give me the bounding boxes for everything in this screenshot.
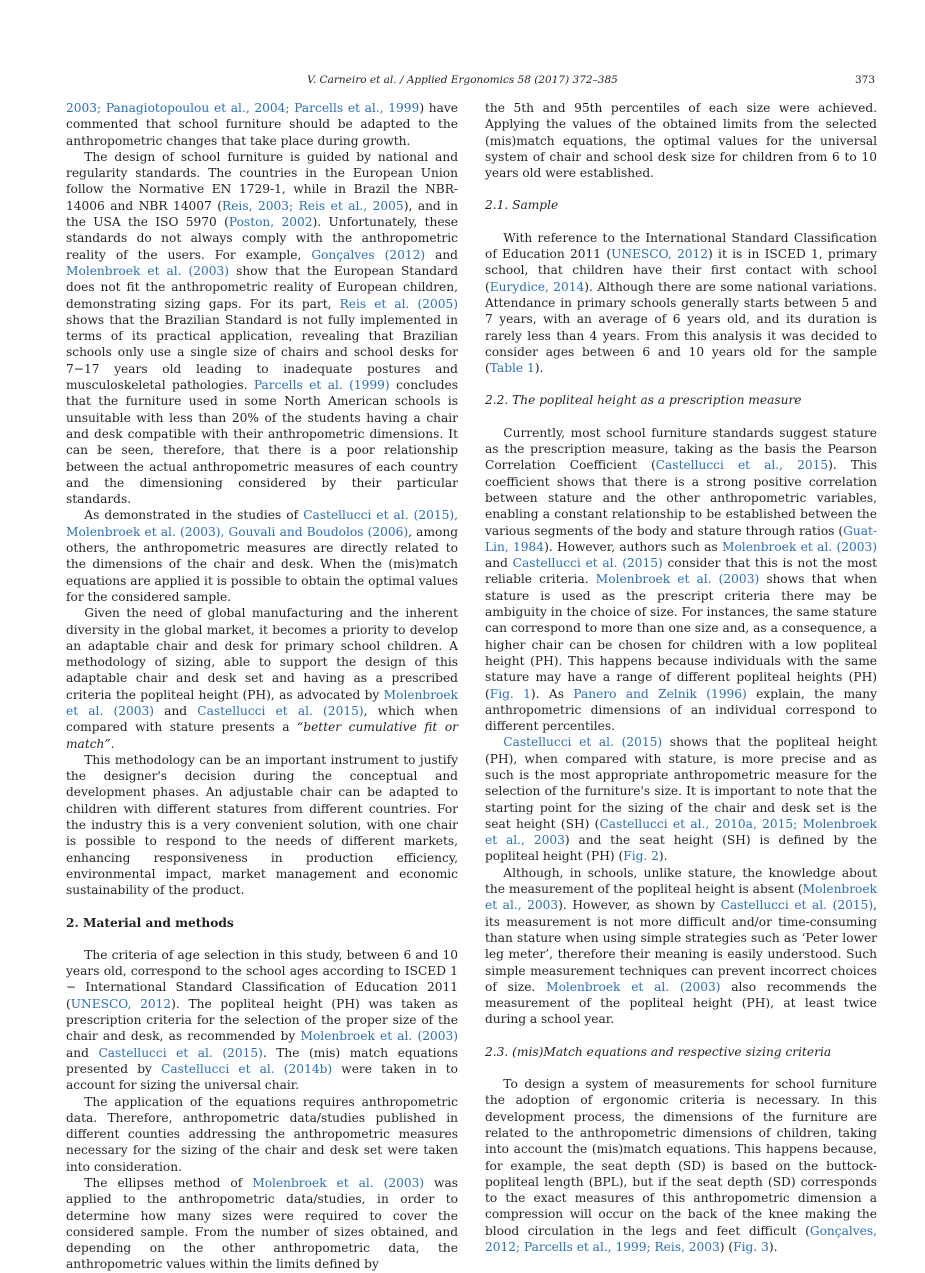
citation-link[interactable]: Guat-Lin, 1984 — [485, 523, 877, 554]
paragraph: Given the need of global manufacturing and the inherent diversity in the global market, it becomes a priority to develop an adaptable chair and desk for primary school children. A methodology of sizing, able to support the design of this adaptable chair and desk set and having as a prescribed criteria the popliteal height (PH), as advocated by Molenbroek et al. (2003) and Castellucci et al. (2015), which when compared with stature presents a “better cumulative fit or match”. — [66, 606, 458, 751]
citation-link[interactable]: 2003; Panagiotopoulou et al., 2004; Parcells et al., 1999 — [66, 101, 420, 115]
citation-link[interactable]: Panero and Zelnik (1996) — [573, 686, 747, 701]
citation-link[interactable]: Poston, 2002 — [228, 215, 313, 230]
citation-link[interactable]: Castellucci et al. (2014b) — [161, 1061, 333, 1076]
section-heading: 2. Material and methods — [66, 915, 234, 930]
page-number: 373 — [854, 74, 875, 86]
paragraph: With reference to the International Standard Classification of Education 2011 (UNESCO, 2012) it is in ISCED 1, primary school, that children have their first contact with school (Eurydice, 2014). Although there are some national variations. Attendance in primary schools generally starts between 5 and 7 years, with an average of 6 years old, and its duration is rarely less than 4 years. From this analysis it was decided to consider ages between 6 and 10 years old for the sample (Table 1). — [485, 230, 877, 376]
citation-link[interactable]: Molenbroek et al. (2003) — [252, 1176, 425, 1190]
paragraph: This methodology can be an important instrument to justify the designer's decision during the conceptual and development phases. An adjustable chair can be adapted to children with different statures from different countries. For the industry this is a very convenient solution, with one chair is possible to respond to the needs of different markets, enhancing responsiveness in production efficiency, environmental impact, market management and economic sustainability of the product. — [66, 752, 458, 898]
citation-link[interactable]: Castellucci et al. (2015), Molenbroek et al. (2003), Gouvali and Boudolos (2006) — [66, 508, 459, 539]
citation-link[interactable]: Molenbroek et al. (2003) — [721, 539, 877, 554]
paragraph: The application of the equations requires anthropometric data. Therefore, anthropometric data/studies published in different counties addressing the anthropometric measures necessary for the sizing of the chair and desk set were taken into consideration. — [66, 1094, 458, 1174]
citation-link[interactable]: Molenbroek et al. (2003) — [300, 1029, 458, 1044]
citation-link[interactable]: Molenbroek et al. (2003) — [66, 263, 230, 278]
subsection-heading: 2.3. (mis)Match equations and respective sizing criteria — [485, 1044, 832, 1059]
left-column — [66, 100, 458, 1273]
citation-link[interactable]: Castellucci et al. (2015) — [512, 556, 663, 571]
citation-link[interactable]: Castellucci et al. (2015) — [720, 898, 874, 913]
citation-link[interactable]: Molenbroek et al. (2003) — [546, 979, 721, 994]
paragraph: The design of school furniture is guided by national and regularity standards. The countries in the European Union follow the Normative EN 1729-1, while in Brazil the NBR-14006 and NBR 14007 (Reis, 2003; Reis et al., 2005), and in the USA the ISO 5970 (Poston, 2002). Unfortunately, these standards do not always comply with the anthropometric reality of the users. For example, Gonçalves (2012) and Molenbroek et al. (2003) show that the European Standard does not fit the anthropometric reality of European children, demonstrating sizing gaps. For its part, Reis et al. (2005) shows that the Brazilian Standard is not fully implemented in terms of its practical application, revealing that Brazilian schools only use a single size of chairs and school desks for 7−17 years old leading to inadequate postures and musculoskeletal pathologies. Parcells et al. (1999) concludes that the furniture used in some North American schools is unsuitable with less than 20% of the students having a chair and desk compatible with their anthropometric dimensions. It can be seen, therefore, that there is a poor relationship between the actual anthropometric measures of each country and the dimensioning considered by their particular standards. — [66, 149, 459, 507]
paragraph: As demonstrated in the studies of Castellucci et al. (2015), Molenbroek et al. (2003), Gouvali and Boudolos (2006), among others, the anthropometric measures are directly related to the dimensions of the chair and desk. When the (mis)match equations are applied it is possible to obtain the optimal values for the considered sample. — [66, 508, 459, 604]
citation-link[interactable]: Castellucci et al. (2015) — [98, 1045, 263, 1060]
paragraph: The ellipses method of Molenbroek et al. (2003) was applied to the anthropometric data/studies, in order to determine how many sizes were required to cover the considered sample. From the number of sizes obtained, and depending on the other anthropometric data, the anthropometric values within the limits defined by — [66, 1176, 459, 1272]
page-header — [0, 72, 925, 88]
citation-link[interactable]: Castellucci et al. (2015) — [197, 703, 364, 718]
citation-link[interactable]: UNESCO, 2012 — [70, 996, 172, 1011]
paragraph: 2003; Panagiotopoulou et al., 2004; Parcells et al., 1999) have commented that school furniture should be adapted to the anthropometric changes that take place during growth. — [66, 101, 459, 148]
citation-link[interactable]: Gonçalves (2012) — [311, 247, 426, 262]
paragraph: the 5th and 95th percentiles of each size were achieved. Applying the values of the obtained limits from the selected (mis)match equations, the optimal values for the universal system of chair and school desk size for children from 6 to 10 years old were established. — [485, 101, 877, 181]
paragraph: The criteria of age selection in this study, between 6 and 10 years old, correspond to the school ages according to ISCED 1 − International Standard Classification of Education 2011 (UNESCO, 2012). The popliteal height (PH) was taken as prescription criteria for the selection of the proper size of the chair and desk, as recommended by Molenbroek et al. (2003) and Castellucci et al. (2015). The (mis) match equations presented by Castellucci et al. (2014b) were taken in to account for sizing the universal chair. — [66, 947, 459, 1093]
citation-link[interactable]: Gonçalves, 2012; Parcells et al., 1999; Reis, 2003 — [485, 1223, 877, 1254]
figure-link[interactable]: Fig. 2 — [623, 849, 659, 864]
citation-link[interactable]: Castellucci et al., 2015 — [655, 458, 829, 473]
citation-link[interactable]: Castellucci et al., 2010a, 2015; Molenbroek et al., 2003 — [485, 816, 877, 848]
paragraph: Castellucci et al. (2015) shows that the popliteal height (PH), when compared with stature, is more precise and as such is the most appropriate anthropometric measure for the selection of the furniture's size. It is important to note that the starting point for the sizing of the chair and desk set is the seat height (SH) (Castellucci et al., 2010a, 2015; Molenbroek et al., 2003) and the seat height (SH) is defined by the popliteal height (PH) (Fig. 2). — [485, 735, 878, 864]
citation-link[interactable]: Reis, 2003; Reis et al., 2005 — [222, 198, 404, 213]
subsection-heading: 2.1. Sample — [485, 198, 559, 213]
citation-link[interactable]: Reis et al. (2005) — [339, 296, 459, 311]
citation-link[interactable]: Eurydice, 2014 — [489, 279, 585, 294]
citation-link[interactable]: Parcells et al. (1999) — [253, 378, 390, 393]
figure-link[interactable]: Fig. 3 — [733, 1240, 769, 1254]
citation-link[interactable]: Molenbroek et al. (2003) — [595, 572, 760, 587]
citation-link[interactable]: Molenbroek et al., 2003 — [485, 882, 877, 913]
right-column — [485, 100, 877, 1255]
subsection-heading: 2.2. The popliteal height as a prescription measure — [485, 393, 802, 408]
citation-link[interactable]: Molenbroek et al. (2003) — [66, 687, 458, 718]
citation-link[interactable]: Castellucci et al. (2015) — [503, 735, 663, 750]
running-head: V. Carneiro et al. / Applied Ergonomics 58 (2017) 372–385 — [307, 74, 618, 86]
paragraph: Currently, most school furniture standards suggest stature as the prescription measure, taking as the basis the Pearson Correlation Coefficient (Castellucci et al., 2015). This coefficient shows that there is a strong positive correlation between stature and the other anthropometric variables, enabling a constant relationship to be established between the various segments of the body and stature through ratios (Guat-Lin, 1984). However, authors such as Molenbroek et al. (2003) and Castellucci et al. (2015) consider that this is not the most reliable criteria. Molenbroek et al. (2003) shows that when stature is used as the prescript criteria there may be ambiguity in the choice of size. For instances, the same stature can correspond to more than one size and, as a consequence, a higher chair can be chosen for children with a low popliteal height (PH). This happens because individuals with the same stature may have a range of different popliteal heights (PH) (Fig. 1). As Panero and Zelnik (1996) explain, the many anthropometric dimensions of an individual correspond to different percentiles. — [485, 425, 878, 734]
citation-link[interactable]: UNESCO, 2012 — [611, 247, 709, 262]
figure-link[interactable]: Fig. 1 — [489, 686, 531, 701]
paragraph: Although, in schools, unlike stature, the knowledge about the measurement of the popliteal height is absent (Molenbroek et al., 2003). However, as shown by Castellucci et al. (2015), its measurement is not more difficult and/or time-consuming than stature when using simple strategies such as ‘Peter lower leg meter’, therefore their meaning is easily understood. Such simple measurement techniques can prevent incorrect choices of size. Molenbroek et al. (2003) also recommends the measurement of the popliteal height (PH), at least twice during a school year. — [485, 865, 877, 1027]
paragraph: To design a system of measurements for school furniture the adoption of ergonomic criteria is necessary. In this development process, the dimensions of the furniture are related to the anthropometric dimensions of children, taking into account the (mis)match equations. This happens because, for example, the seat depth (SD) is based on the buttock-popliteal length (BPL), but if the seat depth (SD) corresponds to the exact measures of this anthropometric dimension a compression will occur on the back of the knee making the blood circulation in the legs and feet difficult (Gonçalves, 2012; Parcells et al., 1999; Reis, 2003) (Fig. 3). — [485, 1077, 877, 1254]
table-link[interactable]: Table 1 — [489, 361, 535, 376]
